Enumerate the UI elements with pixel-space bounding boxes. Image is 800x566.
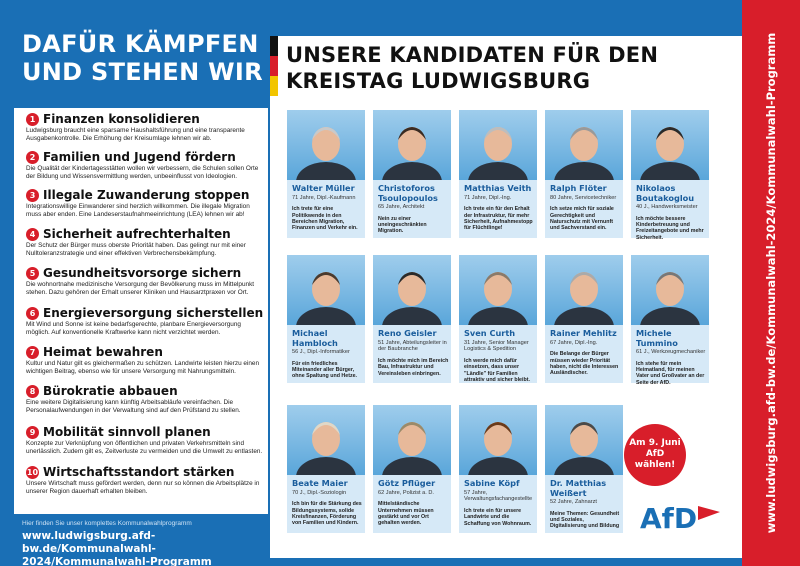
goal-title: Familien und Jugend fördern xyxy=(43,150,236,164)
candidate-meta: 65 Jahre, Architekt xyxy=(378,204,425,210)
goal-title-row xyxy=(26,425,266,439)
portrait-icon xyxy=(287,110,365,180)
candidate-photo xyxy=(545,255,623,325)
goal-number-badge: 3 xyxy=(26,189,39,202)
candidate-meta: 71 Jahre, Dipl.-Kaufmann xyxy=(292,194,356,201)
candidate-card xyxy=(459,110,537,238)
candidate-name: Beate Maier xyxy=(292,478,348,488)
candidate-name: Walter Müller xyxy=(292,183,355,193)
left-heading-line1: DAFÜR KÄMPFEN xyxy=(22,30,259,58)
candidate-meta: 67 Jahre, Dipl.-Ing. xyxy=(550,339,598,346)
goal-item xyxy=(26,188,266,218)
candidate-photo xyxy=(373,255,451,325)
goal-description: Mit Wind und Sonne ist keine bedarfsgerechte, planbare Energieversorgung möglich. Auf konventionelle Kraftwerke kann nicht verzichtet werden. xyxy=(26,321,241,336)
portrait-icon xyxy=(287,255,365,325)
candidate-card xyxy=(287,255,365,383)
candidate-photo xyxy=(287,405,365,475)
goal-number-badge: 5 xyxy=(26,267,39,280)
german-flag-icon xyxy=(270,36,278,96)
candidate-meta: 57 Jahre, Verwaltungsfachangestellte xyxy=(464,489,533,503)
goal-title: Gesundheitsvorsorge sichern xyxy=(43,266,242,280)
election-badge-line2: AfD xyxy=(645,449,665,459)
candidate-photo xyxy=(459,405,537,475)
goal-title: Mobilität sinnvoll planen xyxy=(43,425,211,439)
afd-logo-arrow xyxy=(698,506,720,520)
candidate-name: Dr. Matthias Weißert xyxy=(550,478,607,498)
goal-description: Eine weitere Digitalisierung kann künftig Arbeitsabläufe vereinfachen. Die Personalaufwendungen in der Verwaltung sind auf den Prüfstand zu stellen. xyxy=(26,399,241,414)
portrait-icon xyxy=(631,255,709,325)
candidate-photo xyxy=(373,405,451,475)
goal-item xyxy=(26,150,266,180)
candidate-quote: Ich möchte bessere Kinderbetreuung und Freizeitangebote und mehr Sicherheit. xyxy=(636,215,704,241)
portrait-icon xyxy=(545,110,623,180)
candidate-info xyxy=(464,184,536,232)
candidate-card xyxy=(373,405,451,533)
goal-title-row xyxy=(26,227,266,241)
goal-item xyxy=(26,384,266,414)
election-badge-line3: wählen! xyxy=(634,460,676,470)
election-date-badge xyxy=(624,424,686,486)
candidate-info xyxy=(292,329,364,380)
candidate-quote: Ich möchte mich im Bereich Bau, Infrastruktur und Vereinsleben einbringen. xyxy=(378,357,449,377)
portrait-icon xyxy=(373,405,451,475)
candidate-photo xyxy=(373,110,451,180)
url-sidebar xyxy=(742,0,800,566)
goal-title: Energieversorgung sicherstellen xyxy=(43,306,264,320)
candidate-info xyxy=(636,184,708,241)
portrait-icon xyxy=(545,255,623,325)
goal-description: Kultur und Natur gilt es gleichermaßen zu schützen. Landwirte leisten hierzu einen wichtigen Beitrag, ebenso wie für unsere Versorgung mit Nahrungsmitteln. xyxy=(26,360,260,375)
candidate-card xyxy=(545,405,623,533)
candidate-name: Michael Hambloch xyxy=(292,328,338,348)
goal-description: Der Schutz der Bürger muss oberste Priorität haben. Das gelingt nur mit einer Nulltoleranzstrategie und einer effektiven Verbrechensbekämpfung. xyxy=(26,242,246,257)
goal-description: Die Qualität der Kindertagesstätten wollen wir verbessern, die Schulen sollen Orte der Bildung und Wissensvermittlung werden, unbeeinflusst von Ideologien. xyxy=(26,165,259,180)
candidate-name: Reno Geisler xyxy=(378,328,437,338)
portrait-icon xyxy=(287,405,365,475)
candidate-photo xyxy=(631,110,709,180)
goal-item xyxy=(26,465,266,495)
candidate-info xyxy=(550,479,622,530)
candidate-photo xyxy=(545,110,623,180)
program-link-line2: 2024/Kommunalwahl-Programm xyxy=(22,556,212,566)
left-heading-panel xyxy=(0,0,270,108)
candidate-quote: Ich trete für eine Politikwende in den Bereichen Migration, Finanzen und Verkehr ein. xyxy=(292,206,358,232)
afd-logo xyxy=(638,498,722,536)
page-title xyxy=(286,42,658,94)
left-heading-line2: UND STEHEN WIR xyxy=(22,58,263,86)
candidate-quote: Ich bin für die Stärkung des Bildungssystems, solide Kreisfinanzen, Förderung von Familien und Kindern. xyxy=(292,501,362,527)
candidate-info xyxy=(292,184,364,232)
goal-number-badge: 6 xyxy=(26,307,39,320)
portrait-icon xyxy=(459,255,537,325)
goal-number-badge: 1 xyxy=(26,113,39,126)
candidate-meta: 71 Jahre, Dipl.-Ing. xyxy=(464,194,512,201)
goal-title: Wirtschaftsstandort stärken xyxy=(43,465,235,479)
goal-title: Finanzen konsolidieren xyxy=(43,112,200,126)
vertical-url[interactable]: www.ludwigsburg.afd-bw.de/Kommunalwahl-2024/Kommunalwahl-Programm xyxy=(764,32,778,534)
candidate-card xyxy=(287,110,365,238)
program-link-panel xyxy=(0,514,268,566)
candidate-photo xyxy=(631,255,709,325)
goal-description: Unsere Wirtschaft muss gefördert werden, denn nur so können die Arbeitsplätze in unserer Region dauerhaft erhalten bleiben. xyxy=(26,480,260,495)
goal-title-row xyxy=(26,266,266,280)
program-link-caption: Hier finden Sie unser komplettes Kommunalwahlprogramm xyxy=(22,520,192,527)
goal-item xyxy=(26,227,266,257)
portrait-icon xyxy=(545,405,623,475)
page-title-line1: UNSERE KANDIDATEN FÜR DEN xyxy=(286,43,659,67)
candidate-quote: Nein zu einer uneingeschränkten Migration. xyxy=(378,215,427,235)
portrait-icon xyxy=(459,405,537,475)
candidate-name: Matthias Veith xyxy=(464,183,532,193)
candidate-card xyxy=(373,255,451,383)
candidate-meta: 80 Jahre, Servicetechniker xyxy=(550,194,617,201)
candidate-quote: Mittelständische Unternehmen müssen gestärkt und vor Ort gehalten werden. xyxy=(378,501,434,527)
candidate-photo xyxy=(545,405,623,475)
candidate-quote: Die Belange der Bürger müssen wieder Priorität haben, nicht die Interessen Ausländischer. xyxy=(550,351,619,377)
afd-logo-text: AfD xyxy=(640,502,698,535)
candidate-quote: Ich stehe für mein Heimatland, für meinen Vater und Großvater an der Seite der AfD. xyxy=(636,360,705,386)
goal-number-badge: 8 xyxy=(26,385,39,398)
candidate-card xyxy=(545,110,623,238)
candidate-info xyxy=(550,329,622,377)
candidate-card xyxy=(631,110,709,241)
candidate-name: Sven Curth xyxy=(464,328,516,338)
goal-description: Konzepte zur Verknüpfung von öffentlichen und privaten Verkehrsmitteln sind unerlässlich. Zudem gilt es, Zeitverluste zu vermeiden und die Umwelt zu entlasten. xyxy=(26,440,263,455)
goal-title-row xyxy=(26,384,266,398)
candidate-info xyxy=(636,329,708,386)
candidate-quote: Ich trete ein für den Erhalt der Infrastruktur, für mehr Sicherheit, Aufnahmestopp für Flüchtlinge! xyxy=(464,206,533,232)
candidate-name: Ralph Flöter xyxy=(550,183,607,193)
goal-number-badge: 2 xyxy=(26,151,39,164)
candidate-meta: 40 J., Handwerksmeister xyxy=(636,204,698,210)
goal-title: Illegale Zuwanderung stoppen xyxy=(43,188,250,202)
goal-description: Die wohnortnahe medizinische Versorgung der Bevölkerung muss im Mittelpunkt stehen. Dazu gehören der Erhalt unserer Kliniken und Hausarztpraxen vor Ort. xyxy=(26,281,255,296)
candidate-quote: Meine Themen: Gesundheit und Soziales, Digitalisierung und Bildung xyxy=(550,510,620,530)
candidate-quote: Ich werde mich dafür einsetzen, dass unser "Ländle" für Familien attraktiv und sicher bleibt. xyxy=(464,357,530,383)
candidate-info xyxy=(378,479,450,527)
candidate-card xyxy=(459,405,537,533)
candidate-name: Rainer Mehlitz xyxy=(550,328,617,338)
goal-title: Heimat bewahren xyxy=(43,345,163,359)
candidate-meta: 62 Jahre, Polizist a. D. xyxy=(378,489,434,496)
goal-title: Bürokratie abbauen xyxy=(43,384,178,398)
candidate-name: Sabine Köpf xyxy=(464,478,520,488)
goal-number-badge: 9 xyxy=(26,426,39,439)
candidate-meta: 56 J., Dipl.-Informatiker xyxy=(292,349,350,355)
goal-description: Integrationswillige Einwanderer sind herzlich willkommen. Die illegale Migration muss aber enden. Eine Landeserstaufnahmeeinrichtung (LEA) lehnen wir ab! xyxy=(26,203,250,218)
candidate-card xyxy=(373,110,451,238)
page-title-line2: KREISTAG LUDWIGSBURG xyxy=(286,69,591,93)
candidate-quote: Für ein friedliches Miteinander aller Bürger, ohne Spaltung und Hetze. xyxy=(292,360,358,380)
candidate-name: Nikolaos Boutakoglou xyxy=(636,183,695,203)
candidate-card xyxy=(287,405,365,533)
program-link[interactable] xyxy=(22,530,268,566)
goal-title-row xyxy=(26,465,266,479)
candidate-card xyxy=(545,255,623,383)
goal-item xyxy=(26,425,266,455)
candidate-meta: 31 Jahre, Senior Manager Logistics & Spedition xyxy=(464,339,529,353)
portrait-icon xyxy=(373,255,451,325)
candidate-info xyxy=(292,479,364,527)
candidate-photo xyxy=(459,255,537,325)
candidate-name: Christoforos Tsoulopoulos xyxy=(378,183,438,203)
goal-number-badge: 7 xyxy=(26,346,39,359)
candidate-photo xyxy=(459,110,537,180)
candidate-meta: 61 J., Werkzeugmechaniker xyxy=(636,349,706,355)
candidate-name: Götz Pflüger xyxy=(378,478,436,488)
goal-item xyxy=(26,266,266,296)
candidate-info xyxy=(378,329,450,377)
candidate-info xyxy=(464,329,536,383)
goal-title-row xyxy=(26,306,266,320)
candidate-quote: Ich trete ein für unsere Landwirte und die Schaffung von Wohnraum. xyxy=(464,507,532,527)
goal-item xyxy=(26,112,266,142)
candidate-card xyxy=(459,255,537,383)
goal-number-badge: 4 xyxy=(26,228,39,241)
portrait-icon xyxy=(373,110,451,180)
candidate-meta: 52 Jahre, Zahnarzt xyxy=(550,499,597,505)
election-badge-line1: Am 9. Juni xyxy=(629,438,681,448)
goal-number-badge: 10 xyxy=(26,467,39,477)
candidate-photo xyxy=(287,255,365,325)
goal-title-row xyxy=(26,150,266,164)
goal-title: Sicherheit aufrechterhalten xyxy=(43,227,231,241)
goal-item xyxy=(26,345,266,375)
goal-title-row xyxy=(26,345,266,359)
goal-title-row xyxy=(26,112,266,126)
candidate-photo xyxy=(287,110,365,180)
portrait-icon xyxy=(631,110,709,180)
goal-item xyxy=(26,306,266,336)
program-link-line1: www.ludwigsburg.afd-bw.de/Kommunalwahl- xyxy=(22,530,156,555)
candidate-meta: 51 Jahre, Abteilungsleiter in der Baubranche xyxy=(378,339,447,353)
goal-title-row xyxy=(26,188,266,202)
candidate-card xyxy=(631,255,709,386)
candidate-info xyxy=(550,184,622,232)
candidate-name: Michele Tummino xyxy=(636,328,678,348)
candidate-quote: Ich setze mich für soziale Gerechtigkeit und Naturschutz mit Vernunft und Sachverstand ein. xyxy=(550,206,614,232)
candidate-info xyxy=(378,184,450,235)
portrait-icon xyxy=(459,110,537,180)
goal-description: Ludwigsburg braucht eine sparsame Haushaltsführung und eine transparente Ausgabenkontrolle. Die Erhöhung der Kreisumlage lehnen wir ab. xyxy=(26,127,245,142)
candidate-meta: 70 J., Dipl.-Soziologin xyxy=(292,489,347,496)
left-heading xyxy=(22,30,263,86)
candidate-info xyxy=(464,479,536,527)
